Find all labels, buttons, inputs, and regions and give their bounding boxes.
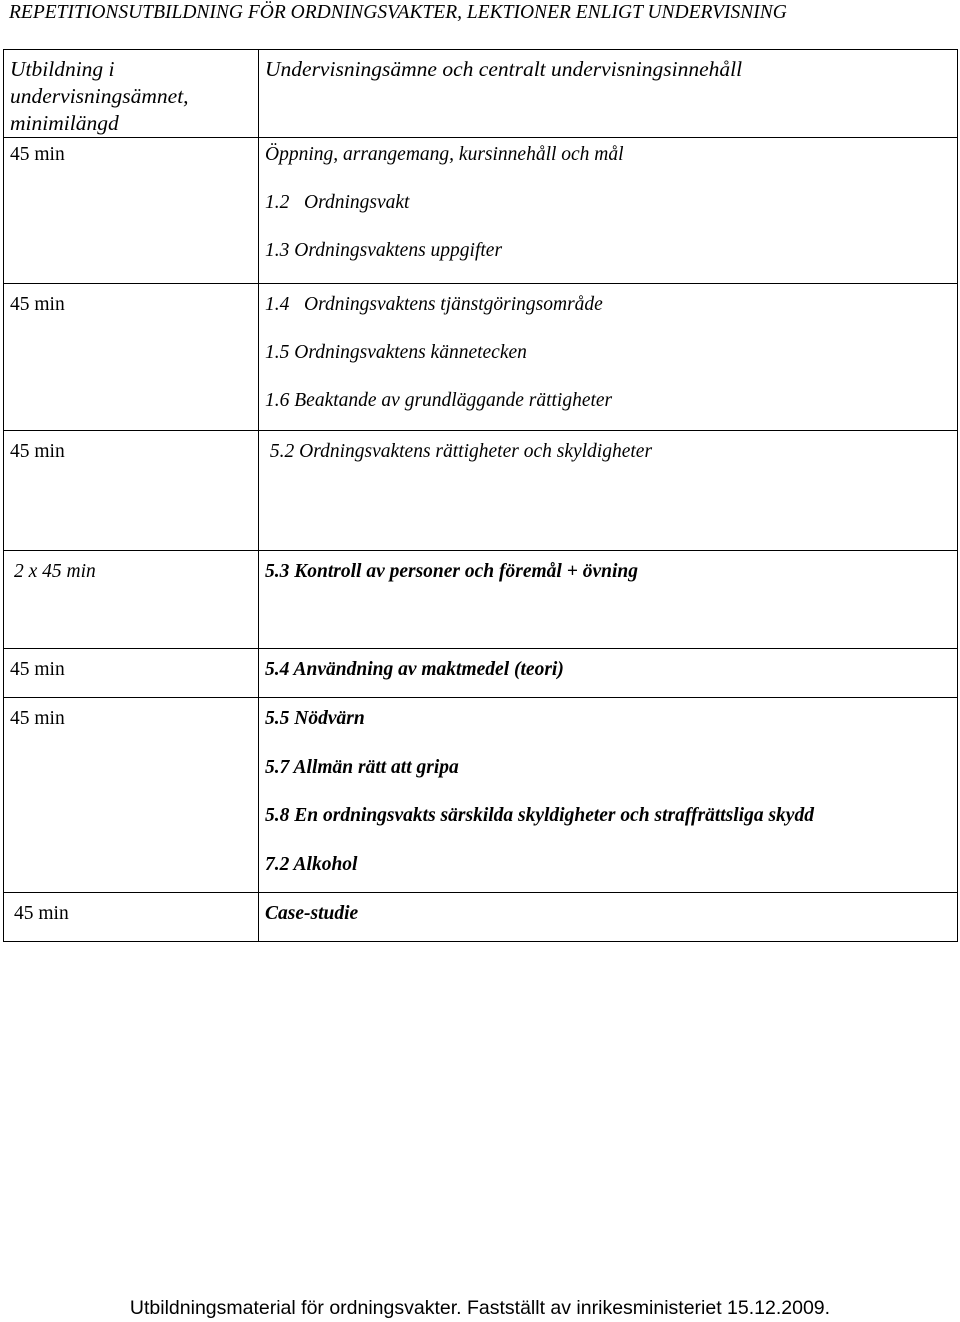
topic-cell — [259, 284, 958, 431]
time-cell — [4, 698, 259, 893]
topic-item: 5.8 En ordningsvakts särskilda skyldigheter och straffrättsliga skydd — [265, 805, 814, 826]
page-footer: Utbildningsmaterial för ordningsvakter. Fastställt av inrikesministeriet 15.12.2009. — [129, 1297, 831, 1319]
time-label: 45 min — [14, 903, 69, 924]
topic-item: 5.4 Användning av maktmedel (teori) — [265, 659, 564, 680]
topic-cell — [259, 893, 958, 942]
time-label: 45 min — [10, 144, 65, 165]
topic-item: 5.3 Kontroll av personer och föremål + övning — [265, 561, 638, 582]
time-label: 45 min — [10, 441, 65, 462]
table-row — [4, 284, 958, 431]
topic-item: 1.5 Ordningsvaktens kännetecken — [265, 342, 527, 363]
time-label: 45 min — [10, 659, 65, 680]
schedule-table — [3, 49, 958, 942]
topic-item: Case-studie — [265, 903, 359, 924]
topic-item: 1.3 Ordningsvaktens uppgifter — [265, 240, 503, 261]
time-label: 2 x 45 min — [14, 561, 96, 582]
header-time-label: Utbildning i undervisningsämnet, minimilängd — [10, 57, 189, 135]
topic-cell — [259, 698, 958, 893]
header-topic-label: Undervisningsämne och centralt undervisningsinnehåll — [265, 57, 743, 81]
header-cell-topic — [259, 50, 958, 138]
time-label: 45 min — [10, 294, 65, 315]
table-row — [4, 893, 958, 942]
topic-item: 7.2 Alkohol — [265, 854, 358, 875]
table-header-row — [4, 50, 958, 138]
topic-cell — [259, 649, 958, 698]
time-cell — [4, 551, 259, 649]
topic-item: 1.4 Ordningsvaktens tjänstgöringsområde — [265, 294, 603, 315]
time-label: 45 min — [10, 708, 65, 729]
time-cell — [4, 893, 259, 942]
table-row — [4, 698, 958, 893]
table-row — [4, 551, 958, 649]
table-row — [4, 649, 958, 698]
topic-cell — [259, 431, 958, 551]
header-cell-time — [4, 50, 259, 138]
topic-cell — [259, 551, 958, 649]
topic-item: 1.2 Ordningsvakt — [265, 192, 410, 213]
time-cell — [4, 649, 259, 698]
table-row — [4, 138, 958, 284]
topic-item: 5.5 Nödvärn — [265, 708, 365, 729]
topic-item: Öppning, arrangemang, kursinnehåll och mål — [265, 144, 624, 165]
topic-cell — [259, 138, 958, 284]
topic-item: 1.6 Beaktande av grundläggande rättigheter — [265, 390, 613, 411]
topic-item: 5.7 Allmän rätt att gripa — [265, 757, 459, 778]
document-title: REPETITIONSUTBILDNING FÖR ORDNINGSVAKTER, LEKTIONER ENLIGT UNDERVISNING — [9, 2, 787, 23]
time-cell — [4, 284, 259, 431]
time-cell — [4, 431, 259, 551]
table-row — [4, 431, 958, 551]
time-cell — [4, 138, 259, 284]
topic-item: 5.2 Ordningsvaktens rättigheter och skyldigheter — [265, 441, 653, 462]
